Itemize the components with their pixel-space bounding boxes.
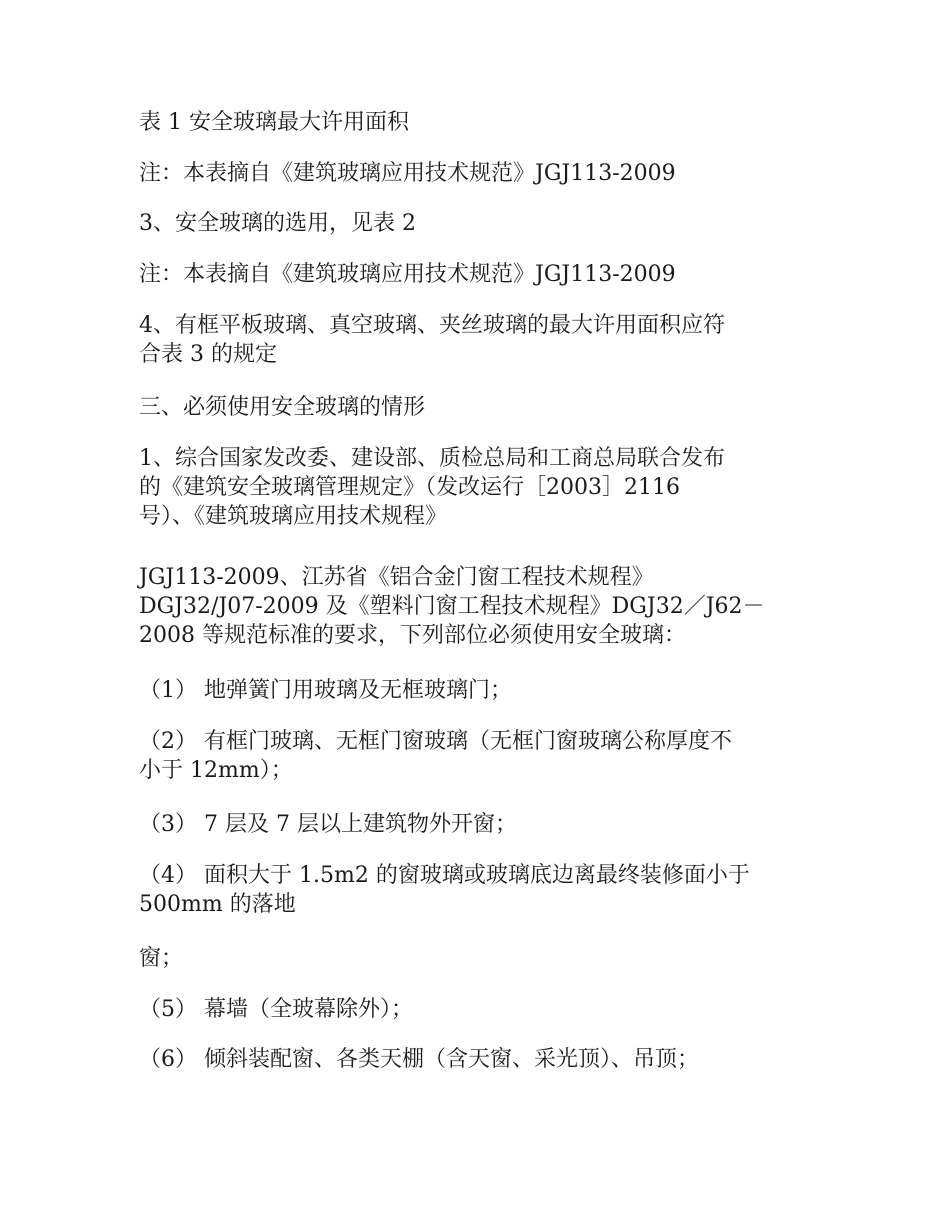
text-line: 窗； [139,946,184,971]
section-heading [139,393,819,422]
text-line: 注：本表摘自《建筑玻璃应用技术规范》JGJ113-2009 [139,262,676,287]
text-line: JGJ113-2009、江苏省《铝合金门窗工程技术规程》 [139,565,654,590]
text-line: （1） 地弹簧门用玻璃及无框玻璃门； [139,678,512,703]
text-line: 1、综合国家发改委、建设部、质检总局和工商总局联合发布 [139,446,725,471]
text-line: 4、有框平板玻璃、真空玻璃、夹丝玻璃的最大许用面积应符 [139,313,725,338]
text-line: 合表 3 的规定 [139,342,277,367]
text-line: （5） 幕墙（全玻幕除外）； [139,997,413,1022]
text-line: 3、安全玻璃的选用，见表 2 [139,211,416,236]
table-note [139,260,819,289]
table-note [139,159,819,188]
list-item-continuation [139,944,819,973]
list-item [139,810,819,839]
list-item [139,995,819,1024]
body-paragraph [139,444,819,531]
section-item-4 [139,311,819,369]
body-paragraph [139,563,819,650]
list-item [139,1045,819,1074]
text-line: （2） 有框门玻璃、无框门窗玻璃（无框门窗玻璃公称厚度不 [139,729,732,754]
list-item [139,861,819,919]
text-line: 三、必须使用安全玻璃的情形 [139,395,426,420]
text-line: DGJ32/J07-2009 及《塑料门窗工程技术规程》DGJ32／J62－ [139,594,765,619]
text-line: 表 1 安全玻璃最大许用面积 [139,110,409,135]
text-line: 2008 等规范标准的要求，下列部位必须使用安全玻璃： [139,623,686,648]
text-line: （3） 7 层及 7 层以上建筑物外开窗； [139,812,517,837]
section-item-3 [139,209,819,238]
text-line: 的《建筑安全玻璃管理规定》（发改运行［2003］2116 [139,475,680,500]
text-line: （4） 面积大于 1.5m2 的窗玻璃或玻璃底边离最终装修面小于 [139,863,750,888]
text-line: 小于 12mm）； [139,758,293,783]
text-line: 号）、《建筑玻璃应用技术规程》 [139,504,448,529]
list-item [139,676,819,705]
text-line: 注：本表摘自《建筑玻璃应用技术规范》JGJ113-2009 [139,161,676,186]
list-item [139,727,819,785]
table-caption [139,108,819,137]
text-line: 500mm 的落地 [139,892,296,917]
text-line: （6） 倾斜装配窗、各类天棚（含天窗、采光顶）、吊顶； [139,1047,699,1072]
